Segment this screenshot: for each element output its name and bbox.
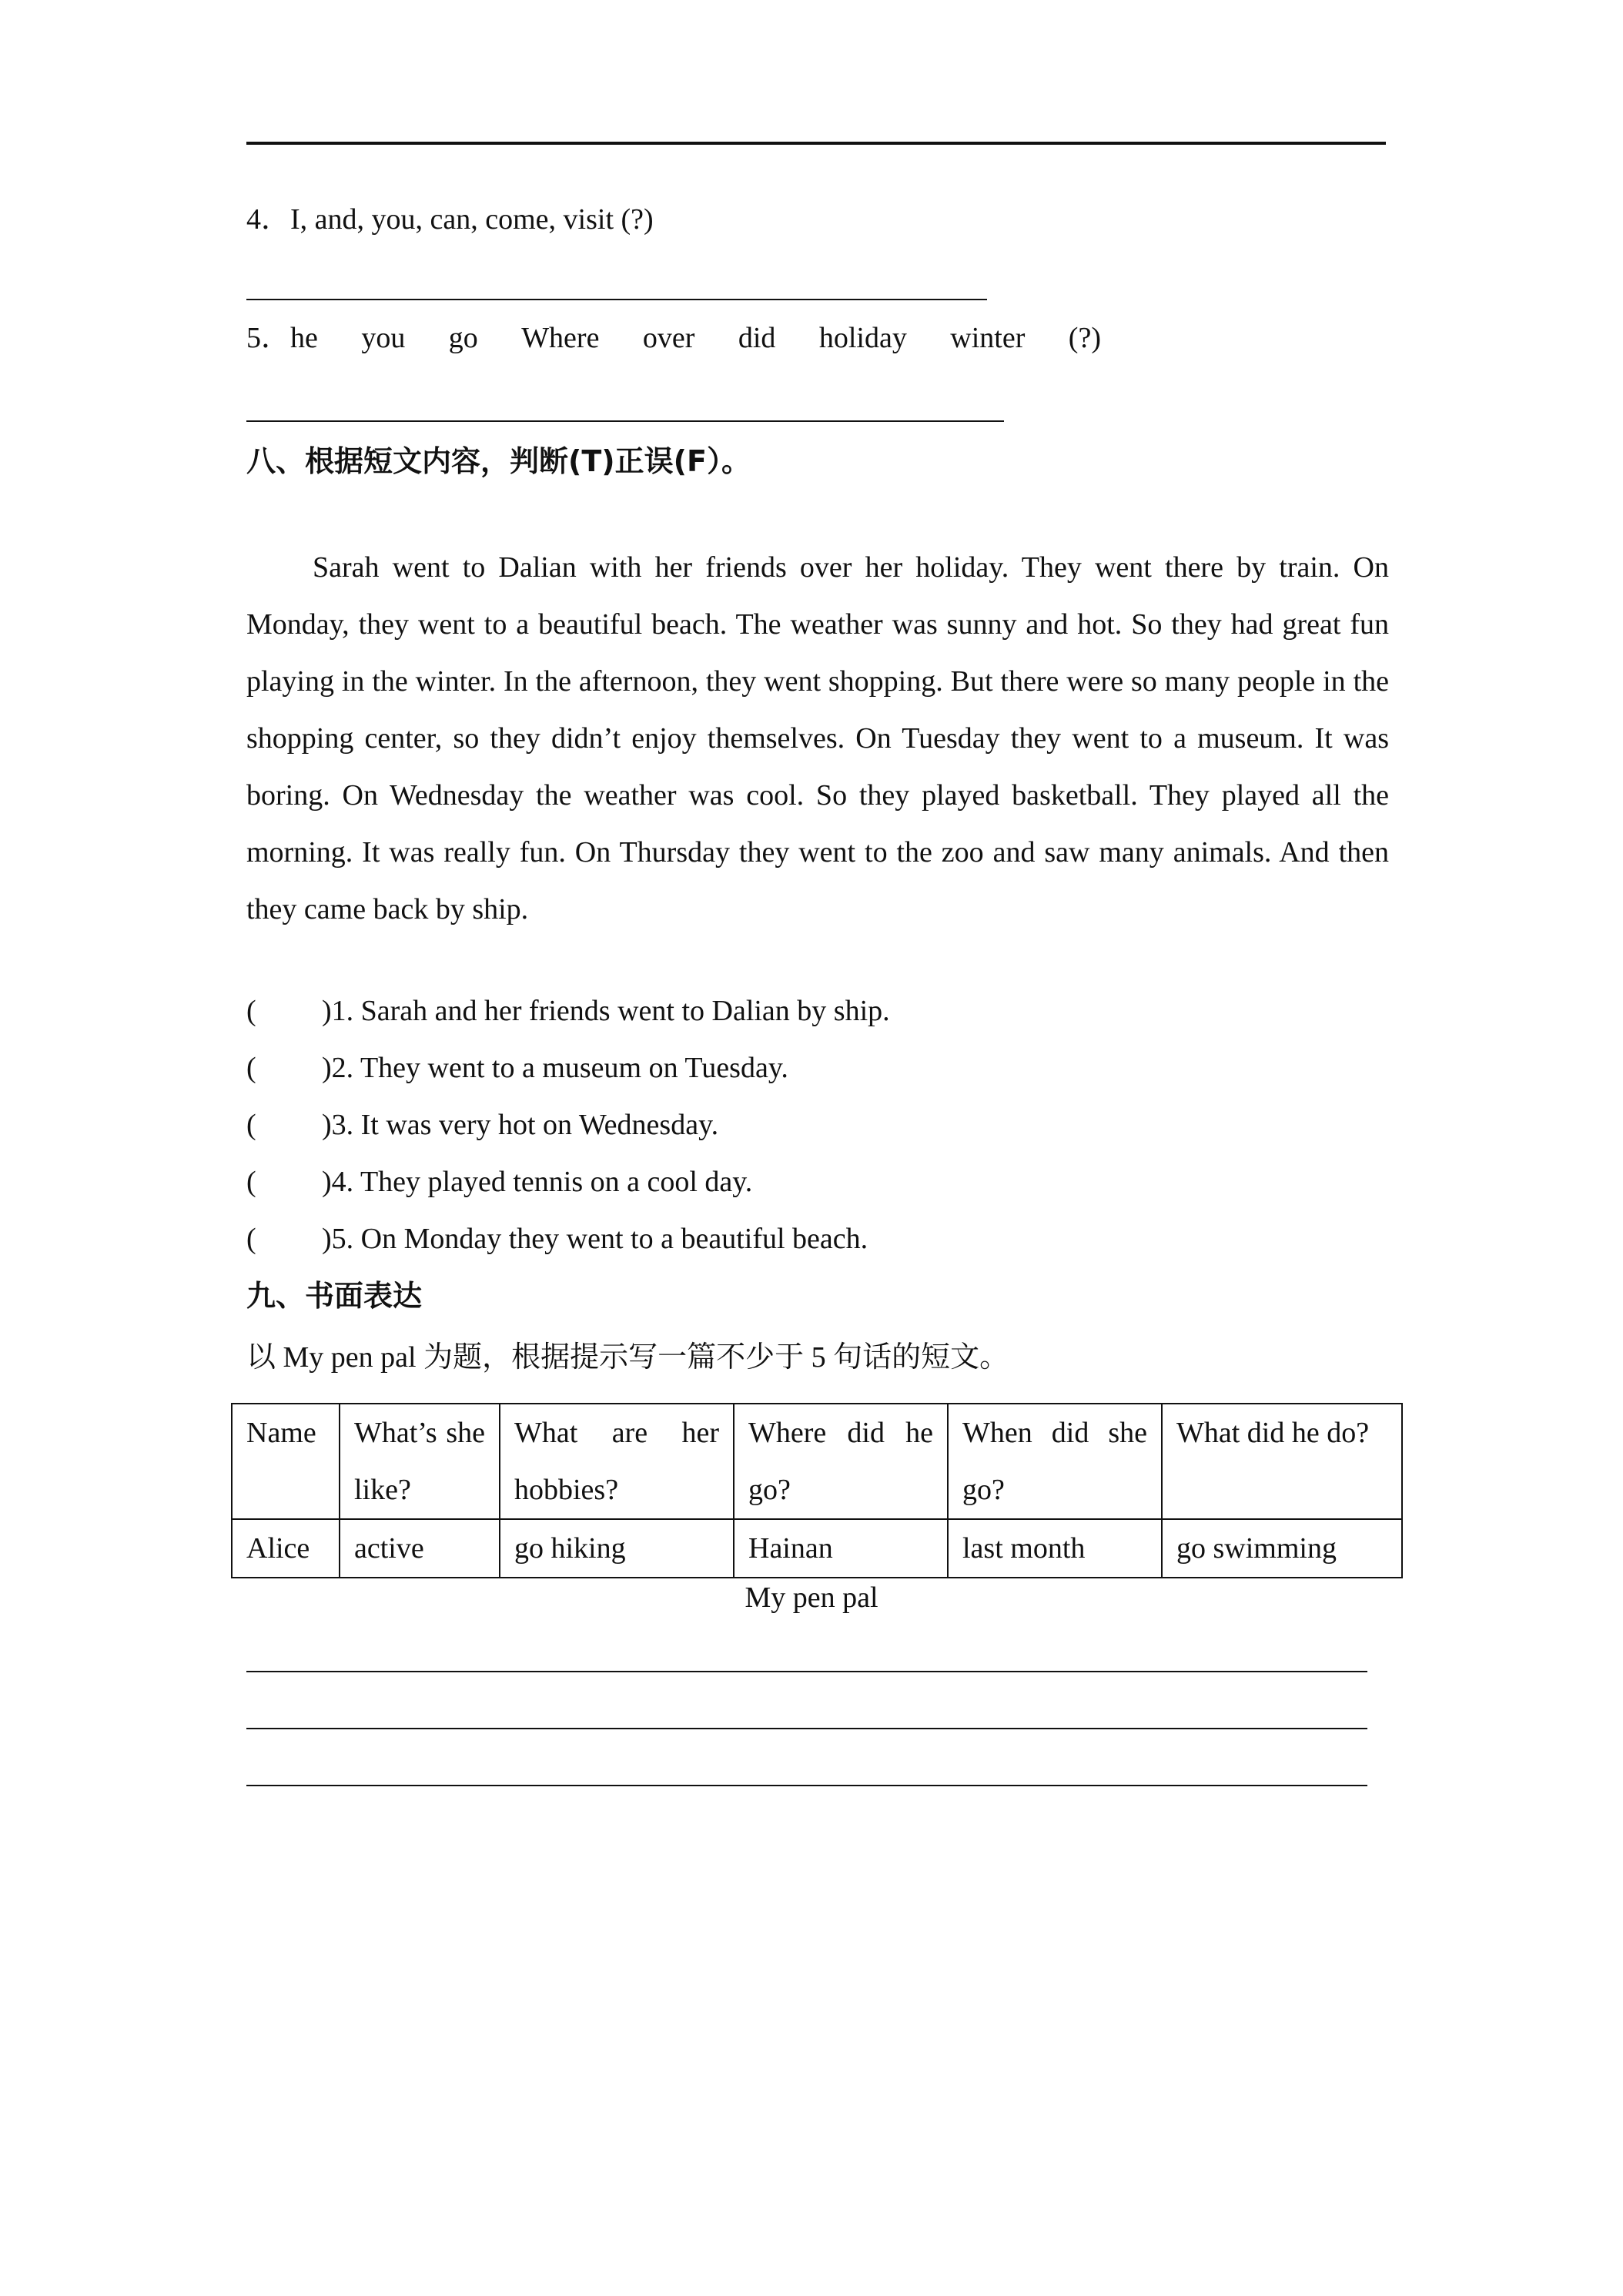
- writing-line[interactable]: [246, 1785, 1367, 1786]
- q5-number: 5．he: [246, 322, 318, 354]
- scramble-question-5: [246, 323, 1101, 353]
- passage-text: Sarah went to Dalian with her friends over her holiday. They went there by train. On Monday, they went to a beautiful beach. The weather was sunny and hot. So they had great fun playing in the winter. In the afternoon, they went shopping. But there were so many people in the shopping center, so they didn’t enjoy themselves. On Tuesday they went to a museum. It was boring. On Wednesday the weather was cool. So they played basketball. They played all the morning. It was really fun. On Thursday they went to the zoo and saw many animals. And then they came back by ship.: [246, 551, 1389, 925]
- table-header-cell: Where did he go?: [734, 1404, 948, 1519]
- question-text: )4. They played tennis on a cool day.: [322, 1166, 753, 1198]
- tf-question-2: [246, 1053, 788, 1083]
- table-header-cell: Name: [232, 1404, 340, 1519]
- table-cell: go swimming: [1162, 1519, 1402, 1578]
- q5-word: did: [738, 322, 776, 354]
- q5-word: (?): [1068, 322, 1101, 354]
- question-text: )2. They went to a museum on Tuesday.: [322, 1052, 788, 1084]
- table-cell: go hiking: [500, 1519, 734, 1578]
- q5-word: winter: [950, 322, 1026, 354]
- writing-instruction: 以 My pen pal 为题，根据提示写一篇不少于 5 句话的短文。: [246, 1341, 1009, 1374]
- writing-line[interactable]: [246, 1671, 1367, 1672]
- answer-bracket[interactable]: (: [246, 1223, 256, 1255]
- answer-bracket[interactable]: (: [246, 995, 256, 1027]
- answer-bracket[interactable]: (: [246, 1166, 256, 1198]
- table-header-row: [232, 1404, 1402, 1519]
- reading-passage: [246, 539, 1389, 938]
- table-cell: last month: [948, 1519, 1162, 1578]
- question-text: )5. On Monday they went to a beautiful beach.: [322, 1223, 868, 1255]
- q5-word: holiday: [818, 322, 907, 354]
- table-header-cell: What are her hobbies?: [500, 1404, 734, 1519]
- answer-bracket[interactable]: (: [246, 1109, 256, 1141]
- q5-word: over: [642, 322, 695, 354]
- tf-question-5: [246, 1224, 868, 1253]
- tf-question-1: [246, 996, 890, 1026]
- q5-word: you: [361, 322, 406, 354]
- table-cell: Alice: [232, 1519, 340, 1578]
- q5-word: go: [448, 322, 478, 354]
- answer-line-4[interactable]: [246, 299, 987, 300]
- table-cell: active: [340, 1519, 500, 1578]
- composition-title: My pen pal: [745, 1581, 878, 1614]
- table-header-cell: When did she go?: [948, 1404, 1162, 1519]
- answer-line-5[interactable]: [246, 420, 1004, 422]
- scramble-question-4: 4．I, and, you, can, come, visit (?): [246, 203, 654, 236]
- question-text: )1. Sarah and her friends went to Dalian by ship.: [322, 995, 890, 1027]
- q5-word: Where: [521, 322, 600, 354]
- question-text: )3. It was very hot on Wednesday.: [322, 1109, 719, 1141]
- table-header-cell: What did he do?: [1162, 1404, 1402, 1519]
- section-9-heading: 九、书面表达: [246, 1279, 423, 1313]
- section-8-heading: 八、根据短文内容，判断(T)正误(F）。: [246, 444, 751, 478]
- writing-line[interactable]: [246, 1728, 1367, 1729]
- pen-pal-info-table: [231, 1403, 1403, 1578]
- answer-bracket[interactable]: (: [246, 1052, 256, 1084]
- tf-question-4: [246, 1167, 752, 1197]
- tf-question-3: [246, 1110, 718, 1140]
- table-header-cell: What’s she like?: [340, 1404, 500, 1519]
- answer-line-3[interactable]: [246, 142, 1386, 145]
- table-row: [232, 1519, 1402, 1578]
- table-cell: Hainan: [734, 1519, 948, 1578]
